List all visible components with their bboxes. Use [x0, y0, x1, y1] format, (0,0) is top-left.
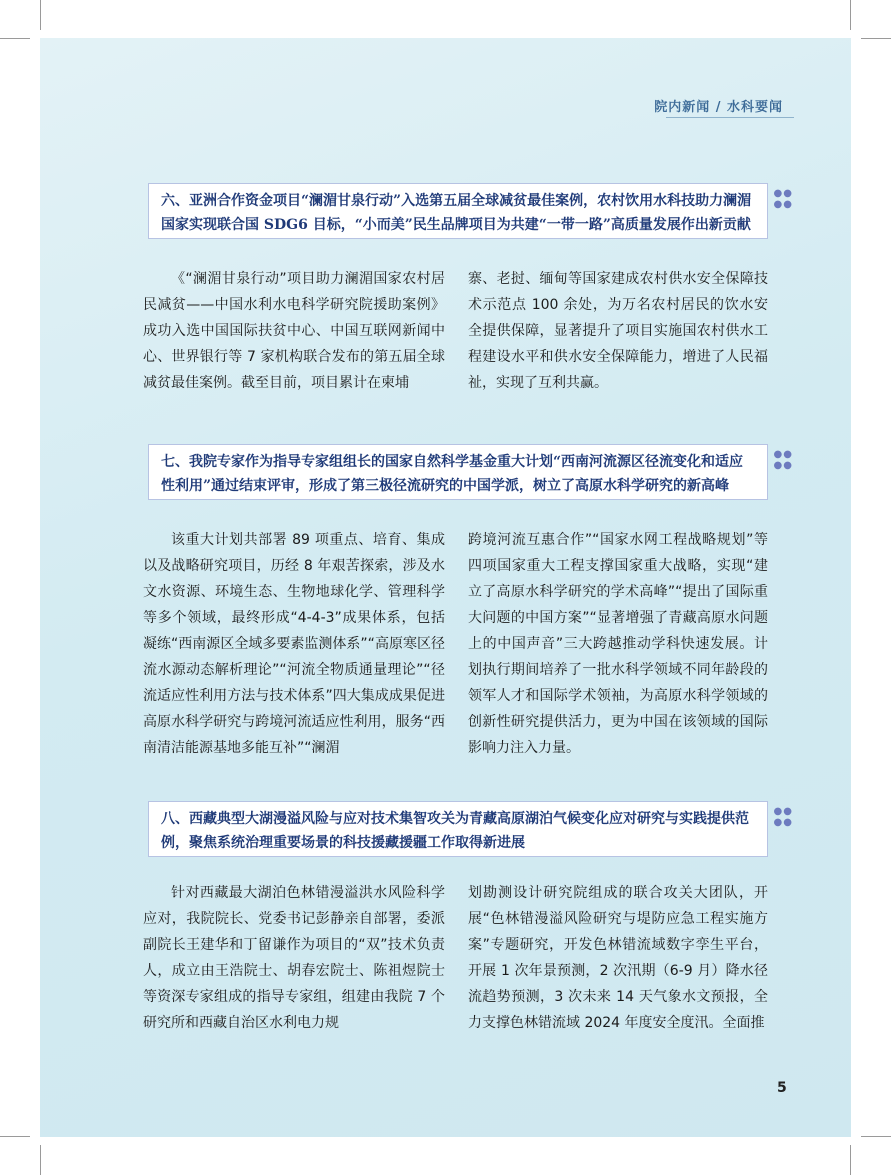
crop-mark [850, 0, 851, 30]
section-8-right-column: 划勘测设计研究院组成的联合攻关大团队，开展“色林错漫溢风险研究与堤防应急工程实施方案”专题研究，开发色林错流域数字孪生平台，开展 1 次年景预测，2 次汛期（6-9 月）降水径流趋势预测，3 次未来 14 天气象水文预报，全力支撑色林错流域 2024 年度安全度汛。全面推 [468, 885, 768, 1031]
dots-decoration: ●● ●● [773, 449, 793, 471]
section-7-left-column: 该重大计划共部署 89 项重点、培育、集成以及战略研究项目，历经 8 年艰苦探索，涉及水文水资源、环境生态、生物地球化学、管理科学等多个领域，最终形成“4-4-3”成果体系，包括凝练“西南源区全域多要素监测体系”“高原寒区径流水源动态解析理论”“河流全物质通量理论”“径流适应性利用方法与技术体系”四大集成成果促进高原水科学研究与跨境河流适应性利用，服务“西南清洁能源基地多能互补”“澜湄 [143, 532, 445, 756]
section-7-heading [148, 444, 793, 500]
dots-decoration: ●● ●● [773, 806, 793, 828]
crop-mark [0, 1136, 30, 1137]
section-7-right-column: 跨境河流互惠合作”“国家水网工程战略规划”等四项国家重大工程支撑国家重大战略，实现“建立了高原水科学研究的学术高峰”“提出了国际重大问题的中国方案”“显著增强了青藏高原水问题上的中国声音”三大跨越推动学科快速发展。计划执行期间培养了一批水科学领域不同年龄段的领军人才和国际学术领袖，为高原水科学领域的创新性研究提供活力，更为中国在该领域的国际影响力注入力量。 [468, 532, 768, 756]
header-divider [666, 117, 794, 118]
page-number: 5 [777, 1080, 787, 1096]
crop-mark [850, 1145, 851, 1175]
crop-mark [40, 1145, 41, 1175]
dots-decoration: ●● ●● [773, 188, 793, 210]
section-6-left-column: 《“澜湄甘泉行动”项目助力澜湄国家农村居民减贫——中国水利水电科学研究院援助案例》成功入选中国国际扶贫中心、中国互联网新闻中心、世界银行等 7 家机构联合发布的第五届全球减贫最佳案例。截至目前，项目累计在柬埔 [143, 271, 445, 391]
crop-mark [0, 38, 30, 39]
crop-mark [861, 1136, 891, 1137]
section-6-heading [148, 183, 793, 239]
section-8-heading [148, 801, 793, 857]
section-8-left-column: 针对西藏最大湖泊色林错漫溢洪水风险科学应对，我院院长、党委书记彭静亲自部署，委派副院长王建华和丁留谦作为项目的“双”技术负责人，成立由王浩院士、胡春宏院士、陈祖煜院士等资深专家组成的指导专家组，组建由我院 7 个研究所和西藏自治区水利电力规 [143, 885, 445, 1031]
section-6-title: 六、亚洲合作资金项目“澜湄甘泉行动”入选第五届全球减贫最佳案例，农村饮用水科技助力澜湄国家实现联合国 SDG6 目标，“小而美”民生品牌项目为共建“一带一路”高质量发展作出新贡献 [161, 193, 752, 233]
section-8-title: 八、西藏典型大湖漫溢风险与应对技术集智攻关为青藏高原湖泊气候变化应对研究与实践提供范例，聚焦系统治理重要场景的科技援藏援疆工作取得新进展 [161, 811, 749, 851]
crop-mark [861, 38, 891, 39]
breadcrumb: 院内新闻 / 水科要闻 [654, 100, 783, 115]
crop-mark [40, 0, 41, 30]
section-7-title: 七、我院专家作为指导专家组组长的国家自然科学基金重大计划“西南河流源区径流变化和适应性利用”通过结束评审，形成了第三极径流研究的中国学派，树立了高原水科学研究的新高峰 [161, 454, 744, 494]
section-6-right-column: 寨、老挝、缅甸等国家建成农村供水安全保障技术示范点 100 余处，为万名农村居民的饮水安全提供保障，显著提升了项目实施国农村供水工程建设水平和供水安全保障能力，增进了人民福祉，实现了互利共赢。 [468, 271, 768, 391]
